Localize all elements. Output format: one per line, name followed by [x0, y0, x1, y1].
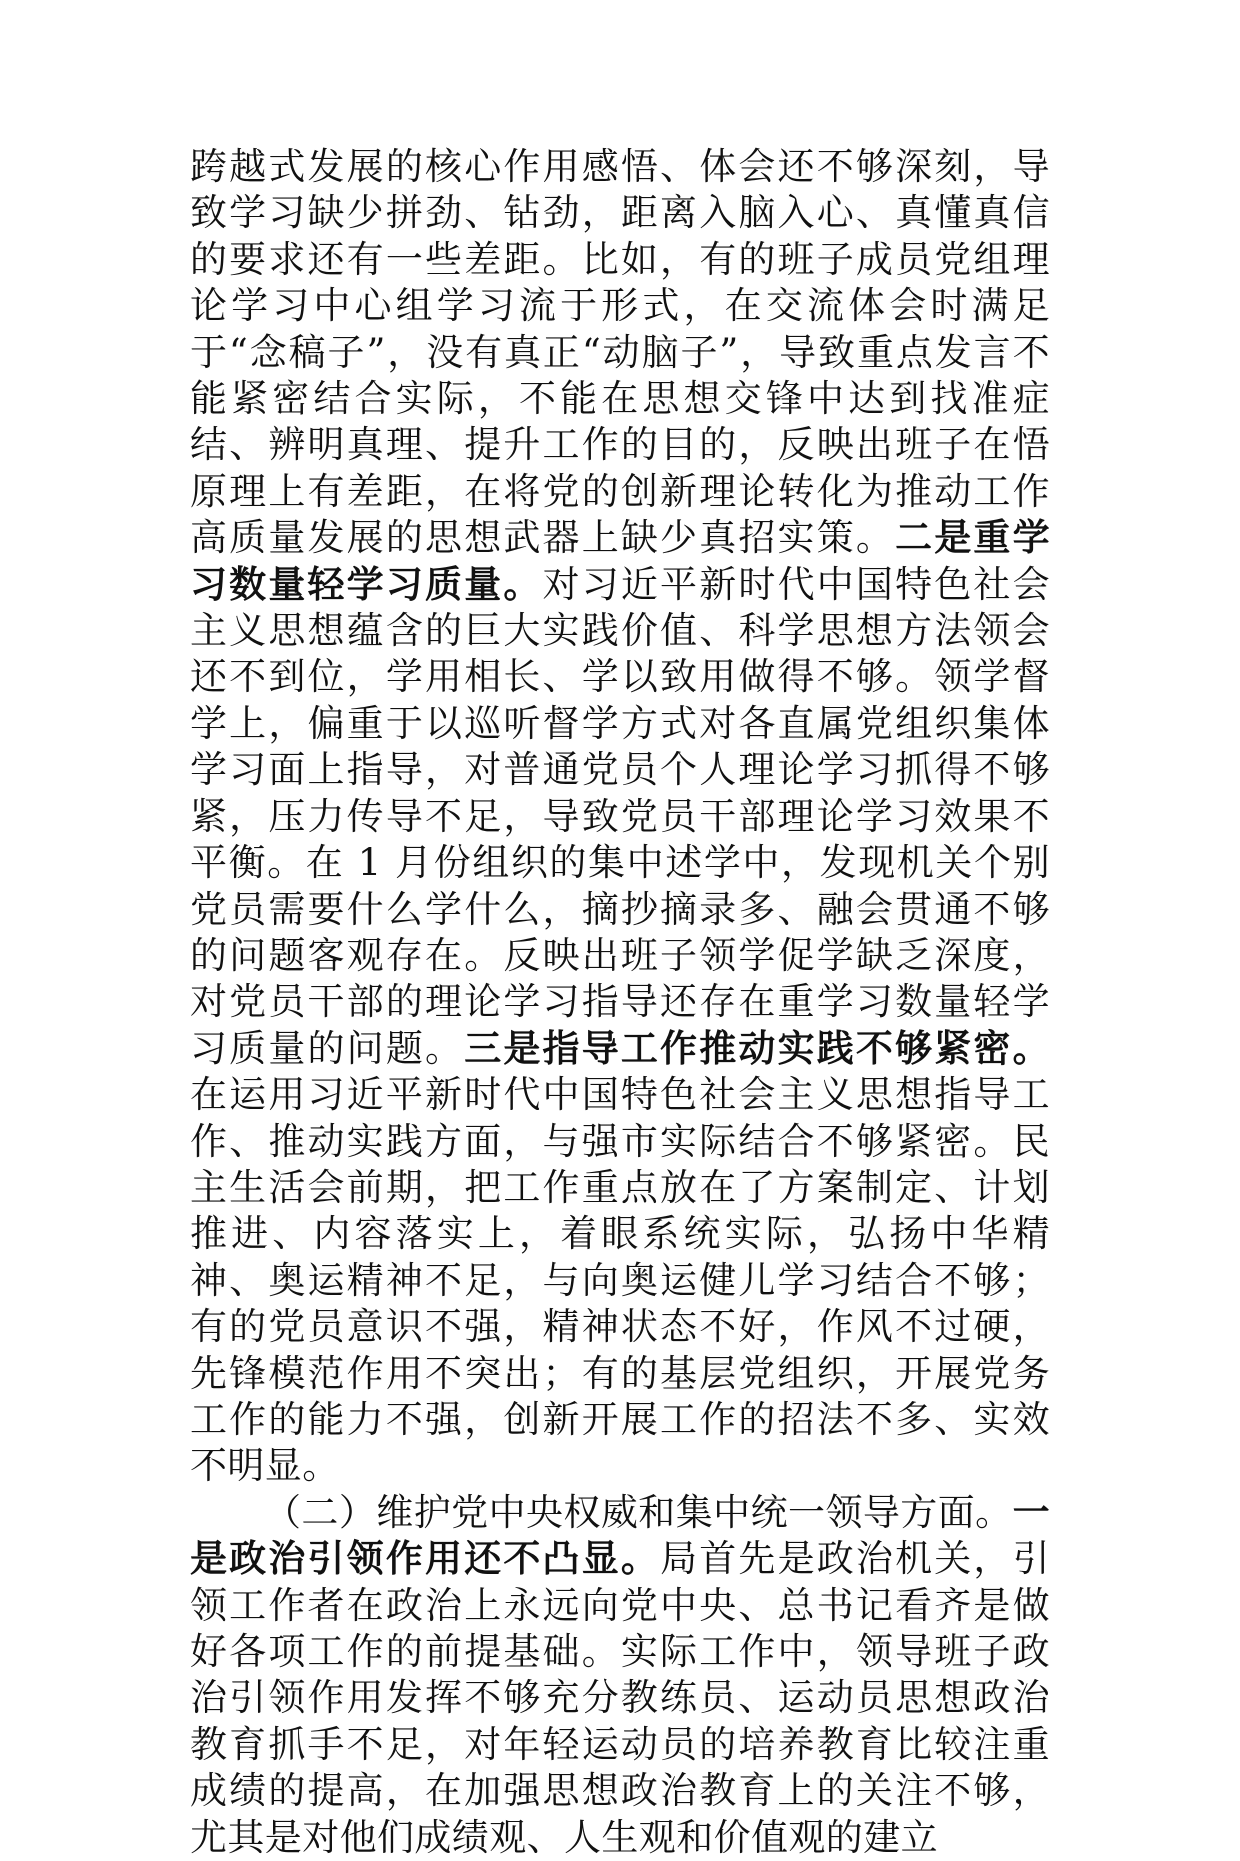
paragraph-2-heading-1: 一是政治引领作用还不凸显。 — [190, 1490, 1050, 1581]
document-body — [190, 144, 1050, 1861]
paragraph-1-text-1: 跨越式发展的核心作用感悟、体会还不够深刻，导致学习缺少拼劲、钻劲，距离入脑入心、真懂真信的要求还有一些差距。比如，有的班子成员党组理论学习中心组学习流于形式，在交流体会时满足于“念稿子”，没有真正“动脑子”，导致重点发言不能紧密结合实际，不能在思想交锋中达到找准症结、辨明真理、提升工作的目的，反映出班子在悟原理上有差距，在将党的创新理论转化为推动工作高质量发展的思想武器上缺少真招实策。 — [190, 145, 1050, 560]
paragraph-1-text-2: 对习近平新时代中国特色社会主义思想蕴含的巨大实践价值、科学思想方法领会还不到位，学用相长、学以致用做得不够。领学督学上，偏重于以巡听督学方式对各直属党组织集体学习面上指导，对普通党员个人理论学习抓得不够紧，压力传导不足，导致党员干部理论学习效果不平衡。在 1 月份组织的集中述学中，发现机关个别党员需要什么学什么，摘抄摘录多、融会贯通不够的问题客观存在。反映出班子领学促学缺乏深度，对党员干部的理论学习指导还存在重学习数量轻学习质量的问题。 — [190, 562, 1050, 1070]
paragraph-2 — [190, 1490, 1050, 1861]
paragraph-1-heading-3: 三是指导工作推动实践不够紧密。 — [464, 1026, 1050, 1070]
paragraph-1 — [190, 144, 1050, 1490]
paragraph-1-heading-2: 二是重学习数量轻学习质量。 — [190, 516, 1050, 606]
paragraph-2-section-title: （二）维护党中央权威和集中统一领导方面。 — [264, 1490, 1013, 1534]
paragraph-2-text: 局首先是政治机关，引领工作者在政治上永远向党中央、总书记看齐是做好各项工作的前提基础。实际工作中，领导班子政治引领作用发挥不够充分教练员、运动员思想政治教育抓手不足，对年轻运动员的培养教育比较注重成绩的提高，在加强思想政治教育上的关注不够，尤其是对他们成绩观、人生观和价值观的建立 — [190, 1537, 1050, 1859]
paragraph-1-text-3: 在运用习近平新时代中国特色社会主义思想指导工作、推动实践方面，与强市实际结合不够紧密。民主生活会前期，把工作重点放在了方案制定、计划推进、内容落实上，着眼系统实际，弘扬中华精神、奥运精神不足，与向奥运健儿学习结合不够；有的党员意识不强，精神状态不好，作风不过硬，先锋模范作用不突出；有的基层党组织，开展党务工作的能力不强，创新开展工作的招法不多、实效不明显。 — [190, 1073, 1050, 1488]
